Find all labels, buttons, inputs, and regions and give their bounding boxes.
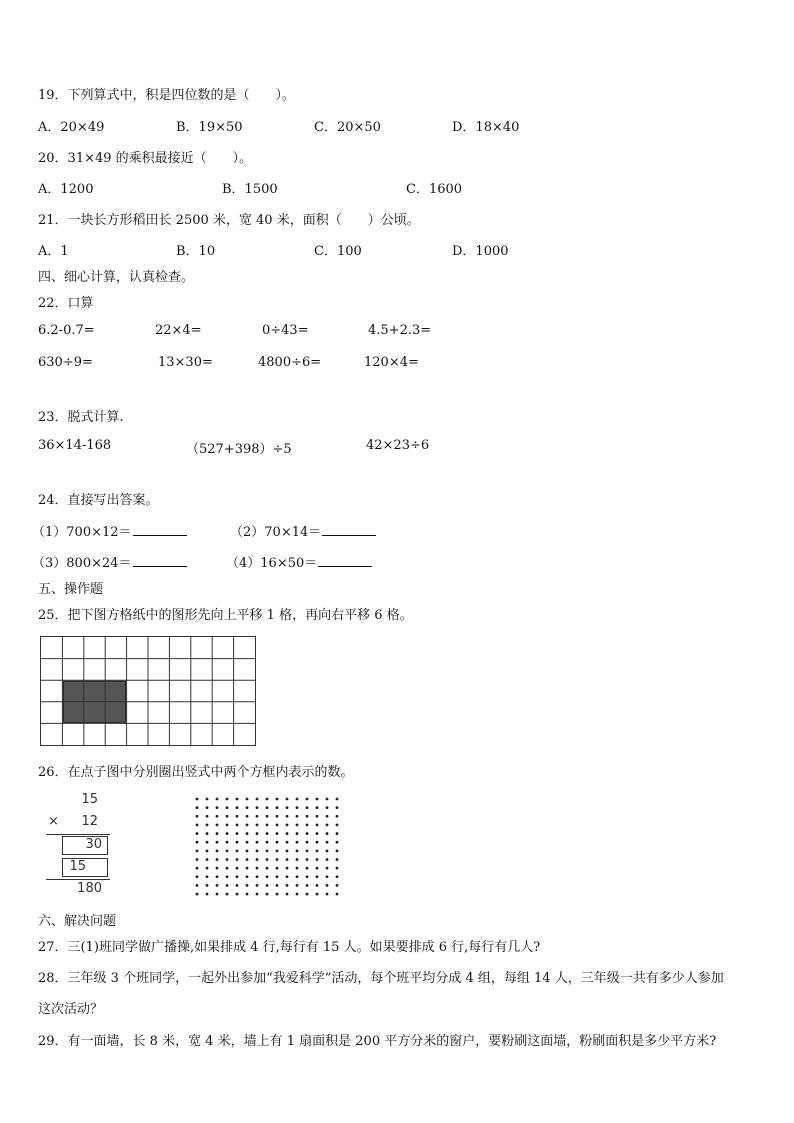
dot xyxy=(256,798,259,801)
dot xyxy=(326,806,329,809)
dot xyxy=(226,875,229,878)
q23-item: （527+398）÷5 xyxy=(186,442,292,457)
question-22-stem: 22．口算 xyxy=(38,296,94,311)
q22-item: 630÷9= xyxy=(38,355,93,370)
dot xyxy=(296,841,299,844)
dot xyxy=(246,798,249,801)
dot xyxy=(316,875,319,878)
dot xyxy=(236,867,239,870)
dot xyxy=(306,841,309,844)
dot xyxy=(316,849,319,852)
vertical-multiplication xyxy=(44,792,114,900)
dot xyxy=(316,798,319,801)
dot xyxy=(336,832,339,835)
dot xyxy=(206,824,209,827)
q19-option-b: B．19×50 xyxy=(176,120,243,135)
dot xyxy=(316,815,319,818)
dot xyxy=(226,824,229,827)
dot xyxy=(306,893,309,896)
dot xyxy=(236,884,239,887)
dot xyxy=(336,867,339,870)
dot xyxy=(276,841,279,844)
q24-item: （4）16×50＝ xyxy=(226,552,372,571)
times-sign: × xyxy=(48,814,59,829)
dot xyxy=(316,867,319,870)
dot xyxy=(236,832,239,835)
question-24-stem: 24．直接写出答案。 xyxy=(38,493,159,508)
dot xyxy=(326,858,329,861)
question-28-continued: 这次活动？ xyxy=(38,1002,104,1017)
dot xyxy=(266,858,269,861)
dot xyxy=(246,867,249,870)
dot xyxy=(296,824,299,827)
q20-option-a: A．1200 xyxy=(38,182,94,197)
q22-item: 13×30= xyxy=(158,355,213,370)
dot xyxy=(286,858,289,861)
dot xyxy=(266,875,269,878)
dot xyxy=(286,806,289,809)
rule-line xyxy=(46,834,110,835)
dot xyxy=(216,893,219,896)
dot xyxy=(266,884,269,887)
dot xyxy=(216,832,219,835)
q24-item: （2）70×14＝ xyxy=(230,521,376,540)
dot xyxy=(256,884,259,887)
dot xyxy=(256,841,259,844)
partial-product-1: 30 xyxy=(85,837,102,852)
q22-item: 4.5+2.3= xyxy=(368,323,432,338)
dot xyxy=(296,867,299,870)
dot xyxy=(206,806,209,809)
dot xyxy=(286,798,289,801)
q21-option-c: C．100 xyxy=(314,244,362,259)
dot xyxy=(246,806,249,809)
dot xyxy=(266,867,269,870)
dot xyxy=(296,875,299,878)
question-20-stem: 20．31×49 的乘积最接近（ ）。 xyxy=(38,151,253,166)
dot xyxy=(206,849,209,852)
dot xyxy=(306,824,309,827)
dot xyxy=(206,884,209,887)
dot xyxy=(306,884,309,887)
dot xyxy=(326,841,329,844)
dot xyxy=(306,858,309,861)
dot xyxy=(196,884,199,887)
dot xyxy=(306,867,309,870)
q22-item: 6.2-0.7= xyxy=(38,323,95,338)
dot xyxy=(246,832,249,835)
dot xyxy=(266,798,269,801)
answer-blank[interactable] xyxy=(133,523,187,536)
dot xyxy=(326,867,329,870)
q20-option-b: B．1500 xyxy=(222,182,278,197)
q19-option-a: A．20×49 xyxy=(38,120,105,135)
dot xyxy=(276,867,279,870)
q21-option-d: D．1000 xyxy=(452,244,509,259)
dot xyxy=(306,798,309,801)
dot xyxy=(206,832,209,835)
rule-line xyxy=(46,879,110,880)
dot xyxy=(286,875,289,878)
dot xyxy=(336,875,339,878)
dot xyxy=(286,884,289,887)
dot xyxy=(216,849,219,852)
dot xyxy=(256,858,259,861)
dot xyxy=(196,858,199,861)
dot xyxy=(336,798,339,801)
q22-item: 22×4= xyxy=(155,323,202,338)
dot xyxy=(306,849,309,852)
dot xyxy=(306,806,309,809)
dot xyxy=(256,824,259,827)
q22-item: 0÷43= xyxy=(262,323,309,338)
dot xyxy=(326,815,329,818)
dot xyxy=(286,815,289,818)
q19-option-c: C．20×50 xyxy=(314,120,381,135)
dot xyxy=(226,867,229,870)
dot xyxy=(196,806,199,809)
q19-option-d: D．18×40 xyxy=(452,120,520,135)
dot xyxy=(286,841,289,844)
dot xyxy=(226,815,229,818)
dot xyxy=(296,884,299,887)
dot xyxy=(336,893,339,896)
dot xyxy=(256,832,259,835)
dot xyxy=(196,815,199,818)
dot xyxy=(316,893,319,896)
q24-item: （1）700×12＝ xyxy=(32,521,187,540)
section-5-heading: 五、操作题 xyxy=(38,582,104,597)
dot xyxy=(266,806,269,809)
dot xyxy=(336,806,339,809)
dot xyxy=(206,875,209,878)
dot xyxy=(276,806,279,809)
dot xyxy=(226,841,229,844)
dot xyxy=(266,849,269,852)
q20-option-c: C．1600 xyxy=(406,182,463,197)
dot-grid[interactable] xyxy=(194,796,340,900)
dot xyxy=(236,798,239,801)
dot xyxy=(216,806,219,809)
dot xyxy=(216,875,219,878)
dot xyxy=(216,815,219,818)
dot xyxy=(276,798,279,801)
dot xyxy=(196,798,199,801)
dot xyxy=(296,806,299,809)
dot xyxy=(316,841,319,844)
dot xyxy=(326,884,329,887)
section-4-heading: 四、细心计算，认真检查。 xyxy=(38,270,195,285)
dot xyxy=(266,832,269,835)
dot xyxy=(246,875,249,878)
dot xyxy=(196,849,199,852)
dot xyxy=(216,867,219,870)
dot xyxy=(236,858,239,861)
square-grid-paper xyxy=(40,636,256,746)
question-23-stem: 23．脱式计算. xyxy=(38,410,124,425)
dot xyxy=(336,884,339,887)
dot xyxy=(196,832,199,835)
dot xyxy=(196,875,199,878)
dot xyxy=(336,858,339,861)
question-19-stem: 19．下列算式中，积是四位数的是（ ）。 xyxy=(38,88,296,103)
question-21-stem: 21．一块长方形稻田长 2500 米，宽 40 米，面积（ ）公顷。 xyxy=(38,213,420,228)
dot xyxy=(266,824,269,827)
dot xyxy=(256,867,259,870)
dot xyxy=(286,824,289,827)
question-27: 27．三(1)班同学做广播操,如果排成 4 行,每行有 15 人。如果要排成 6 行,每行有几人? xyxy=(38,940,541,955)
dot xyxy=(326,893,329,896)
grid-lines xyxy=(41,637,255,745)
dot xyxy=(296,849,299,852)
q24-item: （3）800×24＝ xyxy=(32,552,187,571)
dot xyxy=(196,841,199,844)
dot xyxy=(336,824,339,827)
dot xyxy=(286,893,289,896)
question-26-stem: 26．在点子图中分别圈出竖式中两个方框内表示的数。 xyxy=(38,765,354,780)
dot xyxy=(216,824,219,827)
dot xyxy=(226,832,229,835)
question-28: 28．三年级 3 个班同学，一起外出参加“我爱科学”活动，每个班平均分成 4 组，每组 14 人，三年级一共有多少人参加 xyxy=(38,971,724,986)
dot xyxy=(316,884,319,887)
dot xyxy=(326,875,329,878)
dot xyxy=(306,875,309,878)
q21-option-a: A．1 xyxy=(38,244,69,259)
dot xyxy=(276,893,279,896)
dot xyxy=(336,841,339,844)
dot xyxy=(316,806,319,809)
dot xyxy=(226,798,229,801)
multiplier: 12 xyxy=(81,814,98,829)
multiplicand: 15 xyxy=(81,792,98,807)
dot xyxy=(326,849,329,852)
dot xyxy=(236,824,239,827)
dot xyxy=(226,858,229,861)
dot xyxy=(246,849,249,852)
dot xyxy=(336,849,339,852)
dot xyxy=(296,798,299,801)
dot xyxy=(236,806,239,809)
section-6-heading: 六、解决问题 xyxy=(38,914,117,929)
dot xyxy=(236,875,239,878)
dot xyxy=(316,824,319,827)
dot xyxy=(276,875,279,878)
dot xyxy=(296,858,299,861)
dot xyxy=(226,806,229,809)
dot xyxy=(266,815,269,818)
dot xyxy=(276,824,279,827)
dot xyxy=(326,798,329,801)
dot xyxy=(226,884,229,887)
dot xyxy=(256,893,259,896)
question-25-stem: 25．把下图方格纸中的图形先向上平移 1 格，再向右平移 6 格。 xyxy=(38,608,413,623)
dot xyxy=(316,858,319,861)
q22-item: 4800÷6= xyxy=(258,355,322,370)
q21-option-b: B．10 xyxy=(176,244,216,259)
dot xyxy=(236,841,239,844)
dot xyxy=(196,893,199,896)
dot xyxy=(286,832,289,835)
answer-blank[interactable] xyxy=(318,554,372,567)
dot xyxy=(266,841,269,844)
dot xyxy=(276,849,279,852)
dot xyxy=(326,824,329,827)
dot xyxy=(276,884,279,887)
dot xyxy=(216,798,219,801)
dot xyxy=(296,893,299,896)
dot xyxy=(216,841,219,844)
dot xyxy=(316,832,319,835)
dot xyxy=(286,867,289,870)
dot xyxy=(246,824,249,827)
dot xyxy=(326,832,329,835)
dot xyxy=(296,815,299,818)
dot xyxy=(256,806,259,809)
dot xyxy=(306,832,309,835)
dot xyxy=(296,832,299,835)
dot xyxy=(276,832,279,835)
dot xyxy=(306,815,309,818)
answer-blank[interactable] xyxy=(133,554,187,567)
dot xyxy=(246,893,249,896)
q23-item: 42×23÷6 xyxy=(366,438,430,453)
dot xyxy=(246,884,249,887)
dot xyxy=(206,867,209,870)
dot xyxy=(226,849,229,852)
dot xyxy=(256,849,259,852)
dot xyxy=(236,849,239,852)
product-result: 180 xyxy=(77,881,102,896)
dot xyxy=(276,858,279,861)
dot xyxy=(206,841,209,844)
answer-blank[interactable] xyxy=(322,523,376,536)
dot xyxy=(196,867,199,870)
dot xyxy=(226,893,229,896)
dot xyxy=(206,798,209,801)
q23-item: 36×14-168 xyxy=(38,438,112,453)
question-29: 29．有一面墙，长 8 米，宽 4 米，墙上有 1 扇面积是 200 平方分米的窗户，要粉刷这面墙，粉刷面积是多少平方米? xyxy=(38,1034,717,1049)
dot xyxy=(336,815,339,818)
dot xyxy=(236,893,239,896)
dot xyxy=(206,858,209,861)
dot xyxy=(196,824,199,827)
dot xyxy=(206,893,209,896)
dot xyxy=(206,815,209,818)
dot xyxy=(246,815,249,818)
dot xyxy=(266,893,269,896)
dot xyxy=(216,884,219,887)
dot xyxy=(286,849,289,852)
dot xyxy=(246,841,249,844)
dot xyxy=(276,815,279,818)
dot xyxy=(256,815,259,818)
dot xyxy=(236,815,239,818)
partial-product-2: 15 xyxy=(69,859,86,874)
dot xyxy=(246,858,249,861)
dot xyxy=(216,858,219,861)
dot xyxy=(256,875,259,878)
q22-item: 120×4= xyxy=(364,355,419,370)
